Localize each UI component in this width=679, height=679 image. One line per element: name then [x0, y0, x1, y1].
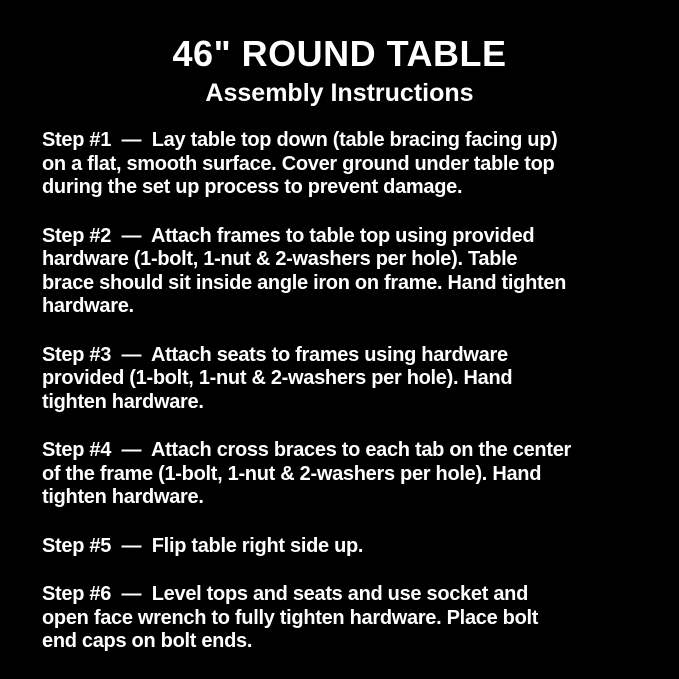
step-4-line: Step #4 — Attach cross braces to each tab on the center	[42, 439, 571, 461]
step-1-line: Step #1 — Lay table top down (table bracing facing up)	[42, 129, 558, 151]
step-4	[42, 439, 649, 510]
step-5	[42, 535, 649, 559]
step-4-line: of the frame (1-bolt, 1-nut & 2-washers per hole). Hand	[42, 462, 542, 485]
step-2	[42, 225, 649, 319]
step-2-line: brace should sit inside angle iron on frame. Hand tighten	[42, 271, 567, 294]
page-title: 46" ROUND TABLE	[172, 33, 507, 74]
step-1	[42, 129, 649, 200]
steps-list	[0, 129, 679, 654]
step-6-line: Step #6 — Level tops and seats and use socket and	[42, 583, 528, 605]
step-3-line: Step #3 — Attach seats to frames using hardware	[42, 343, 508, 366]
step-3-line: tighten hardware.	[42, 390, 204, 413]
step-2-line: hardware.	[42, 295, 134, 317]
step-2-line: Step #2 — Attach frames to table top using provided	[42, 224, 535, 247]
step-4-line: tighten hardware.	[42, 486, 204, 508]
step-6-line: end caps on bolt ends.	[42, 630, 253, 652]
step-1-line: during the set up process to prevent damage.	[42, 176, 463, 198]
page-subtitle: Assembly Instructions	[205, 79, 474, 107]
step-5-line: Step #5 — Flip table right side up.	[42, 534, 364, 557]
step-6-line: open face wrench to fully tighten hardware. Place bolt	[42, 606, 539, 629]
step-2-line: hardware (1-bolt, 1-nut & 2-washers per hole). Table	[42, 248, 518, 270]
step-1-line: on a flat, smooth surface. Cover ground under table top	[42, 152, 555, 175]
header	[0, 0, 679, 108]
step-6	[42, 583, 649, 654]
step-3-line: provided (1-bolt, 1-nut & 2-washers per hole). Hand	[42, 367, 513, 389]
step-3	[42, 344, 649, 415]
